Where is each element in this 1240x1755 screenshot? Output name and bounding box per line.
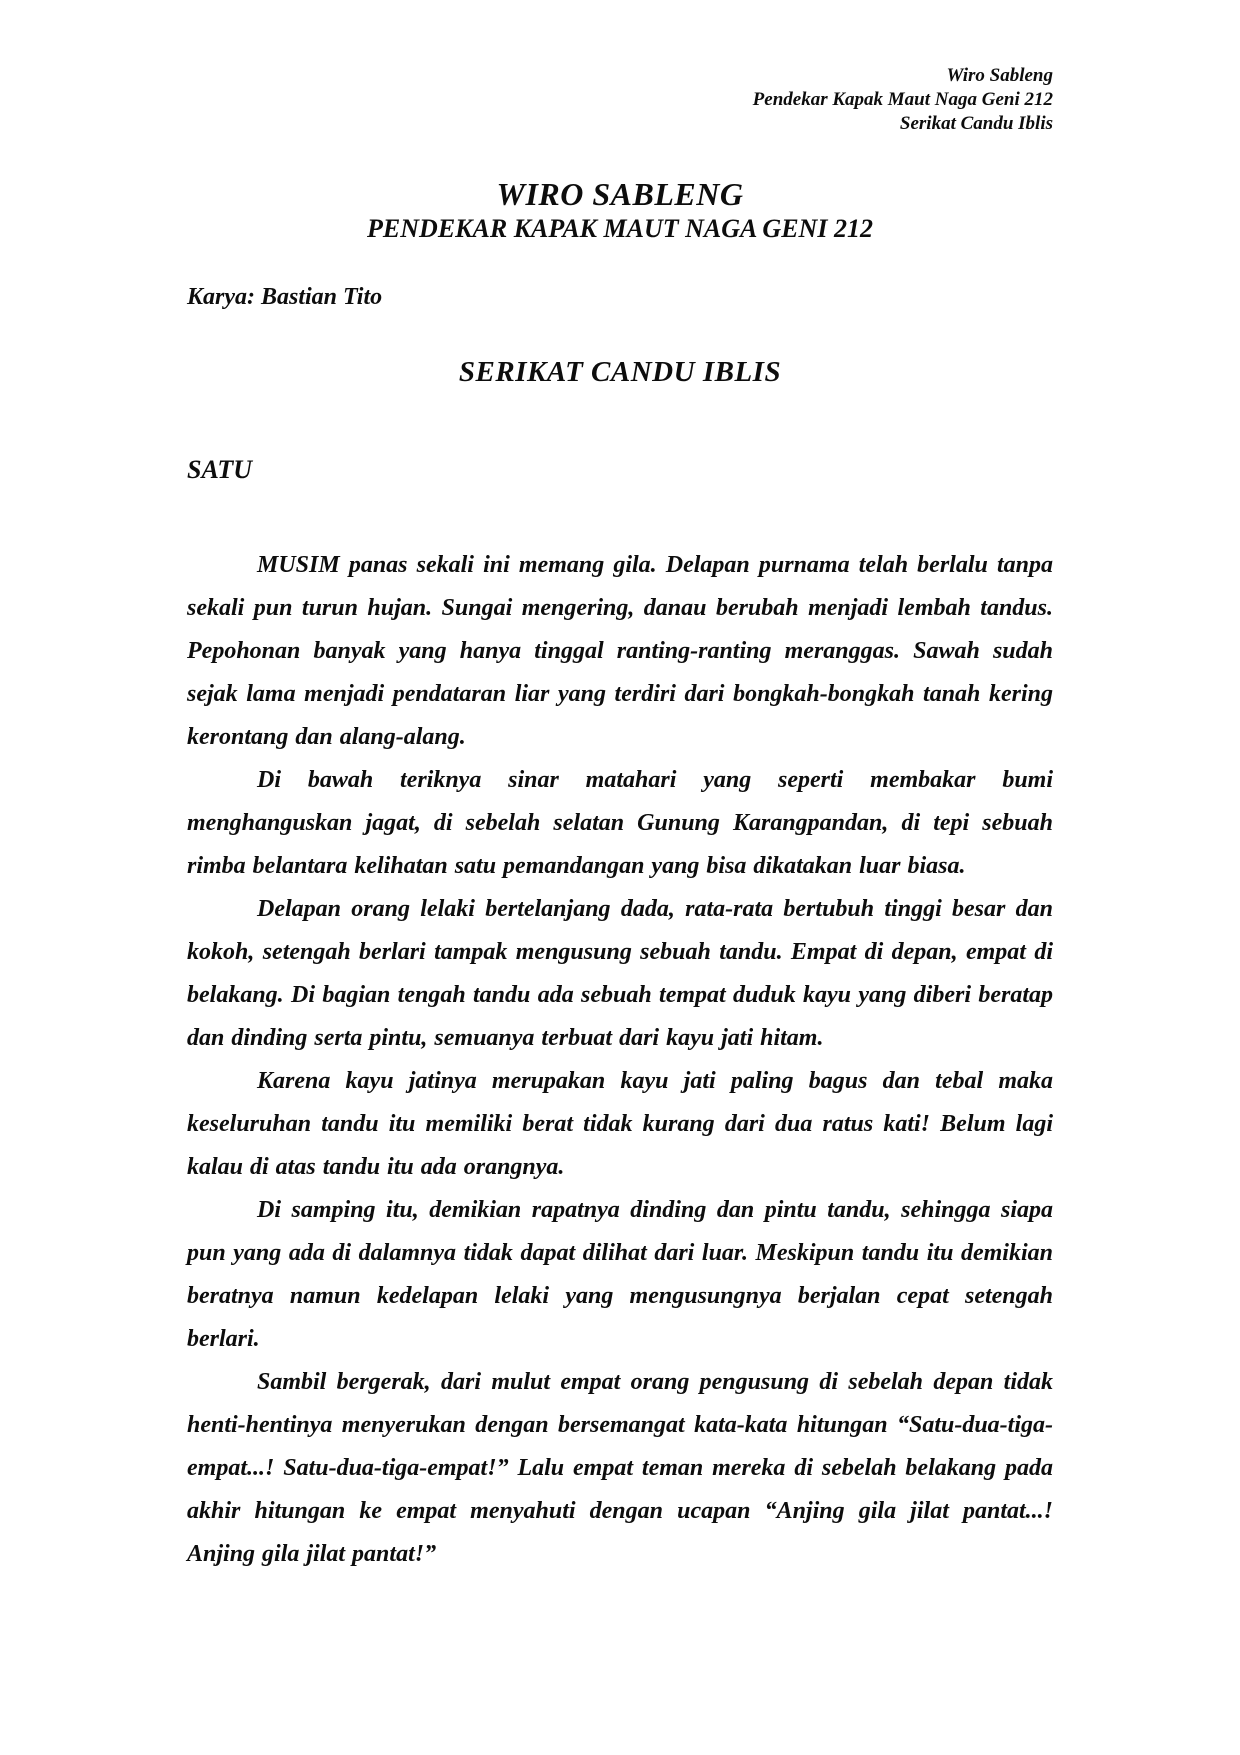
series-subtitle: PENDEKAR KAPAK MAUT NAGA GENI 212 bbox=[367, 214, 873, 243]
story-paragraph: Di bawah teriknya sinar matahari yang seperti membakar bumi menghanguskan jagat, di sebelah selatan Gunung Karangpandan, di tepi sebuah rimba belantara kelihatan satu pemandangan yang bisa dikatakan luar biasa. bbox=[187, 767, 1053, 879]
story-title: SERIKAT CANDU IBLIS bbox=[458, 356, 782, 388]
running-header-line-episode: Serikat Candu Iblis bbox=[899, 113, 1053, 134]
series-title: WIRO SABLENG bbox=[496, 176, 744, 212]
story-paragraph: Delapan orang lelaki bertelanjang dada, rata-rata bertubuh tinggi besar dan kokoh, setengah berlari tampak mengusung sebuah tandu. Empat di depan, empat di belakang. Di bagian tengah tandu ada sebuah tempat duduk kayu yang diberi beratap dan dinding serta pintu, semuanya terbuat dari kayu jati hitam. bbox=[187, 896, 1053, 1051]
running-header bbox=[187, 0, 1053, 136]
story-body bbox=[187, 544, 1053, 1576]
story-paragraph: Karena kayu jatinya merupakan kayu jati paling bagus dan tebal maka keseluruhan tandu itu memiliki berat tidak kurang dari dua ratus kati! Belum lagi kalau di atas tandu itu ada orangnya. bbox=[187, 1068, 1053, 1180]
chapter-heading: SATU bbox=[187, 455, 253, 484]
story-paragraph: Di samping itu, demikian rapatnya dinding dan pintu tandu, sehingga siapa pun yang ada di dalamnya tidak dapat dilihat dari luar. Meskipun tandu itu demikian beratnya namun kedelapan lelaki yang mengusungnya berjalan cepat setengah berlari. bbox=[187, 1197, 1053, 1352]
story-paragraph: MUSIM panas sekali ini memang gila. Delapan purnama telah berlalu tanpa sekali pun turun hujan. Sungai mengering, danau berubah menjadi lembah tandus. Pepohonan banyak yang hanya tinggal ranting-ranting meranggas. Sawah sudah sejak lama menjadi pendataran liar yang terdiri dari bongkah-bongkah tanah kering kerontang dan alang-alang. bbox=[187, 552, 1053, 750]
author-line: Karya: Bastian Tito bbox=[187, 284, 383, 310]
running-header-line-subtitle: Pendekar Kapak Maut Naga Geni 212 bbox=[752, 89, 1053, 110]
running-header-line-series: Wiro Sableng bbox=[946, 65, 1053, 86]
story-paragraph: Sambil bergerak, dari mulut empat orang pengusung di sebelah depan tidak henti-hentinya menyerukan dengan bersemangat kata-kata hitungan “Satu-dua-tiga-empat...! Satu-dua-tiga-empat!” Lalu empat teman mereka di sebelah belakang pada akhir hitungan ke empat menyahuti dengan ucapan “Anjing gila jilat pantat...! Anjing gila jilat pantat!” bbox=[187, 1369, 1053, 1567]
